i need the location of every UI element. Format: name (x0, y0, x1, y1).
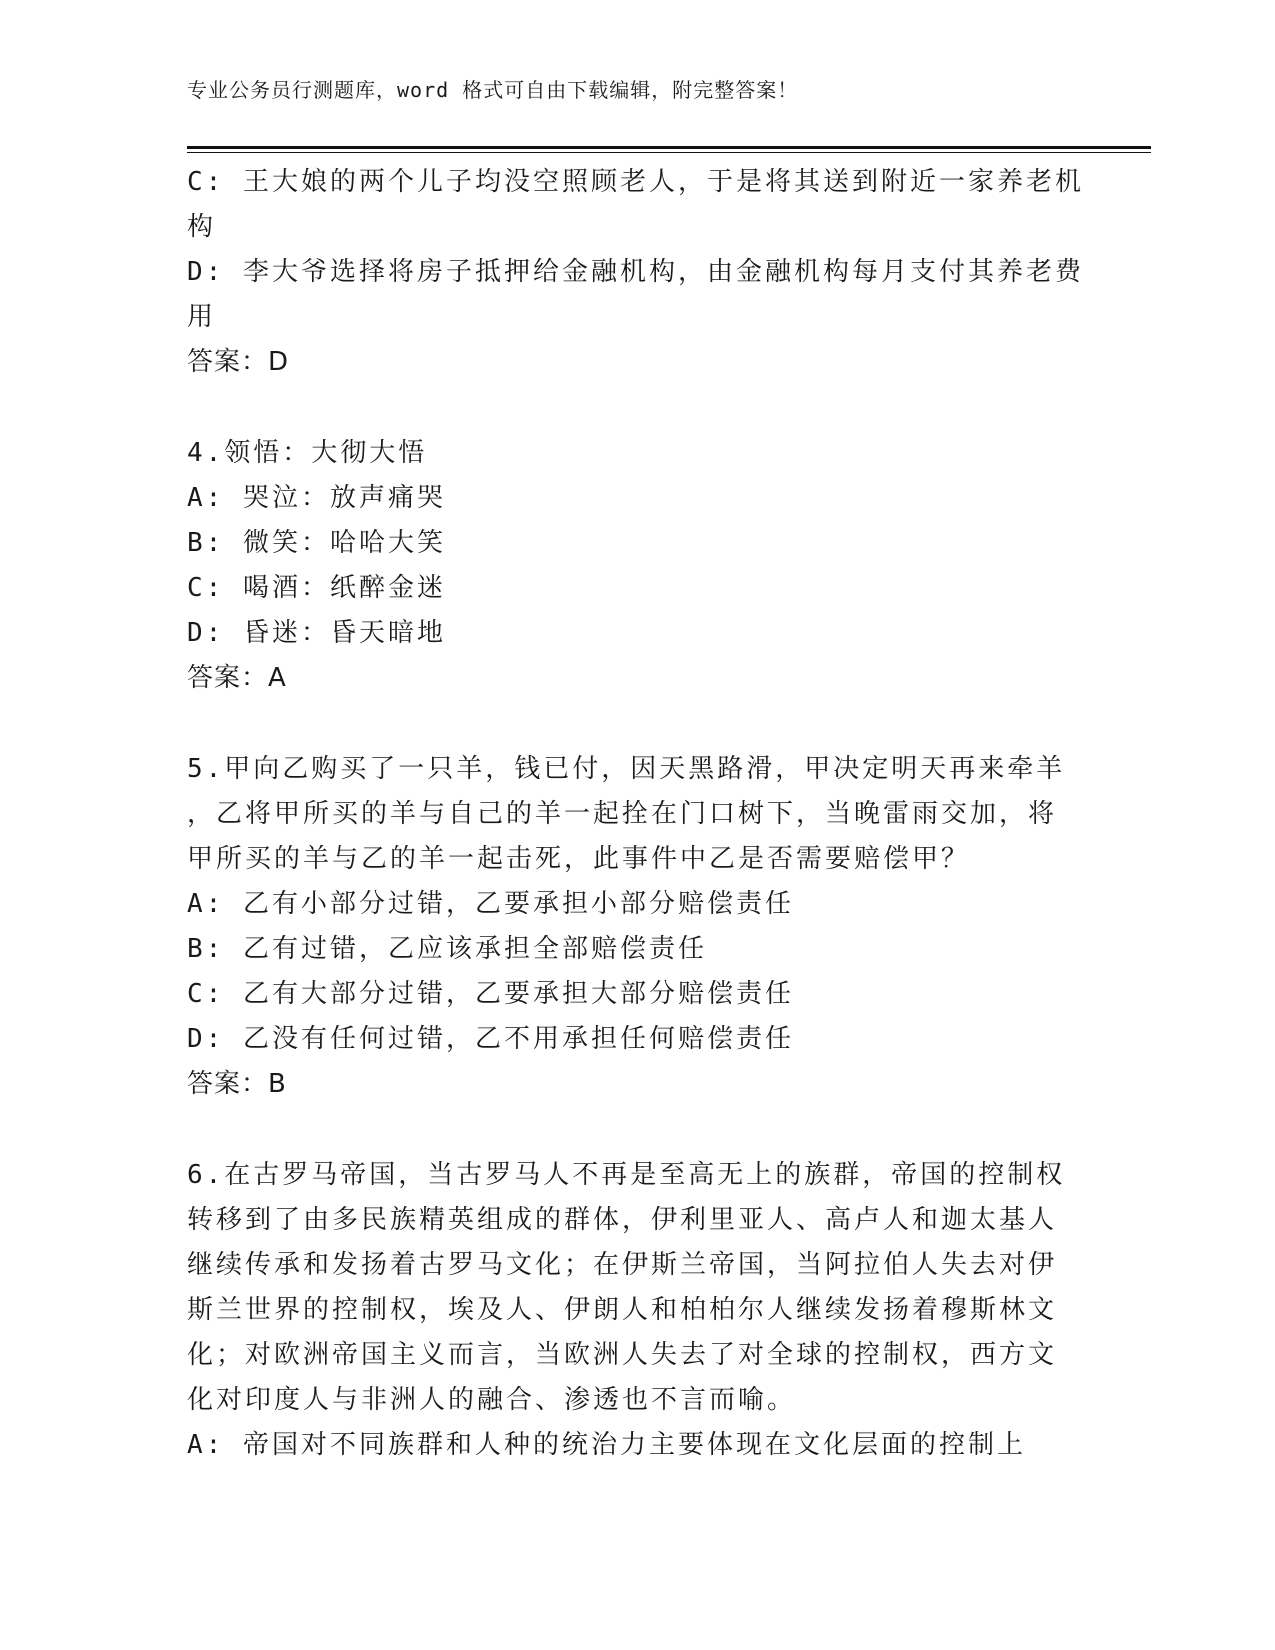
question-4 (187, 431, 1067, 701)
option-b: B: 微笑：哈哈大笑 (187, 528, 446, 558)
option-d-line-1: D: 李大爷选择将房子抵押给金融机构，由金融机构每月支付其养老费 (187, 257, 1084, 287)
spacer (187, 1107, 1067, 1153)
option-c: C: 乙有大部分过错，乙要承担大部分赔偿责任 (187, 979, 794, 1009)
header-rule-thin (187, 152, 1151, 153)
answer-3: 答案：D (187, 347, 290, 377)
question-stem-line-4: 斯兰世界的控制权，埃及人、伊朗人和柏柏尔人继续发扬着穆斯林文 (187, 1295, 1058, 1325)
question-stem: 4.领悟：大彻大悟 (187, 438, 428, 468)
option-d: D: 乙没有任何过错，乙不用承担任何赔偿责任 (187, 1024, 794, 1054)
spacer (187, 701, 1067, 747)
question-stem-line-5: 化；对欧洲帝国主义而言，当欧洲人失去了对全球的控制权，西方文 (187, 1340, 1058, 1370)
option-a: A: 哭泣：放声痛哭 (187, 483, 446, 513)
question-stem-line-3: 继续传承和发扬着古罗马文化；在伊斯兰帝国，当阿拉伯人失去对伊 (187, 1250, 1058, 1280)
option-c-line-2: 构 (187, 212, 217, 242)
question-3-tail (187, 160, 1084, 385)
question-5 (187, 747, 1067, 1107)
question-6 (187, 1153, 1067, 1468)
option-c-line-1: C: 王大娘的两个儿子均没空照顾老人，于是将其送到附近一家养老机 (187, 167, 1084, 197)
option-d-line-2: 用 (187, 302, 217, 332)
question-stem-line-2: ，乙将甲所买的羊与自己的羊一起拴在门口树下，当晚雷雨交加，将 (187, 799, 1058, 829)
option-b: B: 乙有过错，乙应该承担全部赔偿责任 (187, 934, 707, 964)
answer-4: 答案：A (187, 663, 287, 693)
question-stem-line-2: 转移到了由多民族精英组成的群体，伊利里亚人、高卢人和迦太基人 (187, 1205, 1058, 1235)
header-rule-thick (187, 146, 1151, 149)
question-stem-line-1: 5.甲向乙购买了一只羊，钱已付，因天黑路滑，甲决定明天再来牵羊 (187, 754, 1066, 784)
option-c: C: 喝酒：纸醉金迷 (187, 573, 446, 603)
question-content (187, 160, 1084, 1468)
answer-5: 答案：B (187, 1069, 287, 1099)
page-header: 专业公务员行测题库，word 格式可自由下载编辑，附完整答案！ (187, 78, 799, 102)
option-a: A: 乙有小部分过错，乙要承担小部分赔偿责任 (187, 889, 794, 919)
spacer (187, 385, 1067, 431)
question-stem-line-1: 6.在古罗马帝国，当古罗马人不再是至高无上的族群，帝国的控制权 (187, 1160, 1066, 1190)
question-stem-line-6: 化对印度人与非洲人的融合、渗透也不言而喻。 (187, 1385, 797, 1415)
option-d: D: 昏迷：昏天暗地 (187, 618, 446, 648)
option-a: A: 帝国对不同族群和人种的统治力主要体现在文化层面的控制上 (187, 1430, 1026, 1460)
question-stem-line-3: 甲所买的羊与乙的羊一起击死，此事件中乙是否需要赔偿甲？ (187, 844, 971, 874)
